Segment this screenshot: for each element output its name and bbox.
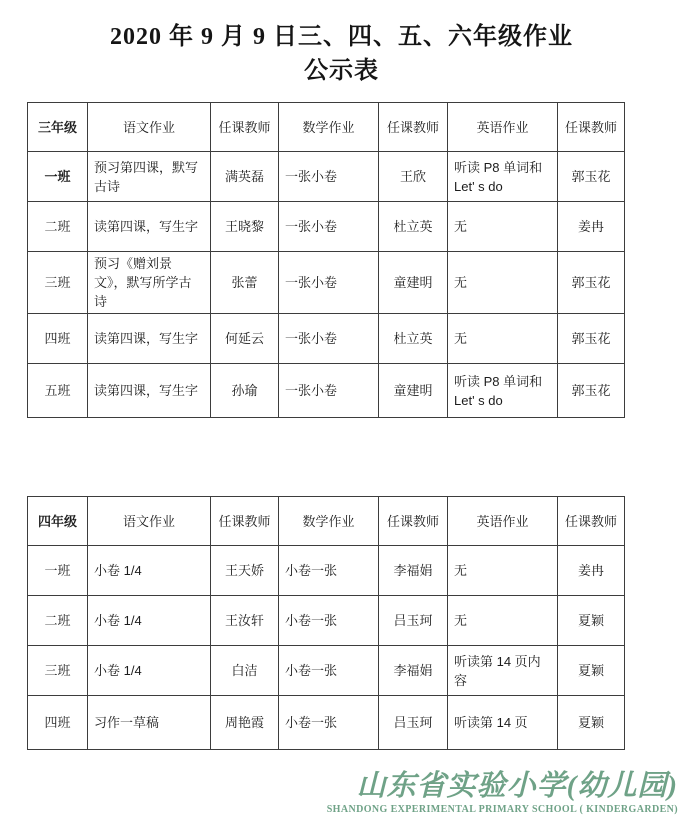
english-homework: 听读 P8 单词和 Let' s do xyxy=(448,152,558,202)
english-teacher: 夏颖 xyxy=(558,696,625,750)
english-homework: 无 xyxy=(448,202,558,252)
header-math-teacher: 任课教师 xyxy=(379,497,448,546)
english-homework: 听读第 14 页内容 xyxy=(448,646,558,696)
math-teacher: 吕玉珂 xyxy=(379,596,448,646)
class-name: 一班 xyxy=(28,546,88,596)
chinese-teacher: 王晓黎 xyxy=(211,202,279,252)
math-homework: 小卷一张 xyxy=(279,696,379,750)
english-homework: 无 xyxy=(448,252,558,314)
header-chinese-teacher: 任课教师 xyxy=(211,103,279,152)
chinese-teacher: 满英磊 xyxy=(211,152,279,202)
table-row xyxy=(28,314,625,364)
grade3-homework-table xyxy=(27,102,625,418)
english-teacher: 姜冉 xyxy=(558,546,625,596)
english-teacher: 郭玉花 xyxy=(558,152,625,202)
school-name-english: SHANDONG EXPERIMENTAL PRIMARY SCHOOL ( KINDERGARDEN) xyxy=(326,804,678,815)
school-logo xyxy=(0,770,678,816)
chinese-teacher: 张蕾 xyxy=(211,252,279,314)
math-teacher: 杜立英 xyxy=(379,202,448,252)
table-header-row xyxy=(28,497,625,546)
chinese-teacher: 孙瑜 xyxy=(211,364,279,418)
chinese-homework: 习作一草稿 xyxy=(88,696,211,750)
homework-announcement-page xyxy=(0,20,683,820)
grade-label: 四年级 xyxy=(28,497,88,546)
table-row xyxy=(28,546,625,596)
math-homework: 小卷一张 xyxy=(279,546,379,596)
math-teacher: 童建明 xyxy=(379,252,448,314)
chinese-teacher: 白洁 xyxy=(211,646,279,696)
page-title-line2: 公示表 xyxy=(304,58,379,84)
english-teacher: 夏颖 xyxy=(558,596,625,646)
english-homework: 听读 P8 单词和 Let' s do xyxy=(448,364,558,418)
header-english-teacher: 任课教师 xyxy=(558,103,625,152)
class-name: 五班 xyxy=(28,364,88,418)
table-row xyxy=(28,364,625,418)
header-english-homework: 英语作业 xyxy=(448,497,558,546)
chinese-teacher: 何延云 xyxy=(211,314,279,364)
chinese-teacher: 周艳霞 xyxy=(211,696,279,750)
math-teacher: 吕玉珂 xyxy=(379,696,448,750)
chinese-homework: 预习《赠刘景文》，默写所学古诗 xyxy=(88,252,211,314)
table-row xyxy=(28,202,625,252)
chinese-homework: 读第四课，写生字 xyxy=(88,202,211,252)
math-teacher: 王欣 xyxy=(379,152,448,202)
header-chinese-homework: 语文作业 xyxy=(88,497,211,546)
class-name: 二班 xyxy=(28,596,88,646)
chinese-homework: 小卷 1/4 xyxy=(88,546,211,596)
math-homework: 一张小卷 xyxy=(279,202,379,252)
header-english-teacher: 任课教师 xyxy=(558,497,625,546)
page-title-line1: 2020 年 9 月 9 日三、四、五、六年级作业 xyxy=(110,24,573,50)
table-header-row xyxy=(28,103,625,152)
english-teacher: 郭玉花 xyxy=(558,314,625,364)
math-homework: 一张小卷 xyxy=(279,364,379,418)
english-teacher: 姜冉 xyxy=(558,202,625,252)
english-homework: 听读第 14 页 xyxy=(448,696,558,750)
table-row xyxy=(28,252,625,314)
math-teacher: 李福娟 xyxy=(379,546,448,596)
english-homework: 无 xyxy=(448,314,558,364)
header-chinese-homework: 语文作业 xyxy=(88,103,211,152)
grade-label: 三年级 xyxy=(28,103,88,152)
class-name: 三班 xyxy=(28,646,88,696)
chinese-homework: 预习第四课，默写古诗 xyxy=(88,152,211,202)
math-teacher: 童建明 xyxy=(379,364,448,418)
math-homework: 小卷一张 xyxy=(279,596,379,646)
english-teacher: 夏颖 xyxy=(558,646,625,696)
english-homework: 无 xyxy=(448,546,558,596)
english-teacher: 郭玉花 xyxy=(558,364,625,418)
class-name: 四班 xyxy=(28,314,88,364)
header-math-teacher: 任课教师 xyxy=(379,103,448,152)
english-teacher: 郭玉花 xyxy=(558,252,625,314)
math-homework: 小卷一张 xyxy=(279,646,379,696)
class-name: 三班 xyxy=(28,252,88,314)
english-homework: 无 xyxy=(448,596,558,646)
math-teacher: 李福娟 xyxy=(379,646,448,696)
class-name: 四班 xyxy=(28,696,88,750)
class-name: 二班 xyxy=(28,202,88,252)
page-title xyxy=(0,20,683,88)
header-math-homework: 数学作业 xyxy=(279,103,379,152)
chinese-homework: 小卷 1/4 xyxy=(88,596,211,646)
header-english-homework: 英语作业 xyxy=(448,103,558,152)
header-chinese-teacher: 任课教师 xyxy=(211,497,279,546)
chinese-homework: 读第四课，写生字 xyxy=(88,314,211,364)
school-name-chinese: 山东省实验小学(幼儿园) xyxy=(356,770,678,802)
table-row xyxy=(28,696,625,750)
math-teacher: 杜立英 xyxy=(379,314,448,364)
table-row xyxy=(28,646,625,696)
math-homework: 一张小卷 xyxy=(279,314,379,364)
class-name: 一班 xyxy=(28,152,88,202)
table-row xyxy=(28,596,625,646)
chinese-homework: 读第四课，写生字 xyxy=(88,364,211,418)
math-homework: 一张小卷 xyxy=(279,252,379,314)
chinese-homework: 小卷 1/4 xyxy=(88,646,211,696)
table-row xyxy=(28,152,625,202)
header-math-homework: 数学作业 xyxy=(279,497,379,546)
grade4-homework-table xyxy=(27,496,625,750)
chinese-teacher: 王天娇 xyxy=(211,546,279,596)
chinese-teacher: 王汝轩 xyxy=(211,596,279,646)
math-homework: 一张小卷 xyxy=(279,152,379,202)
